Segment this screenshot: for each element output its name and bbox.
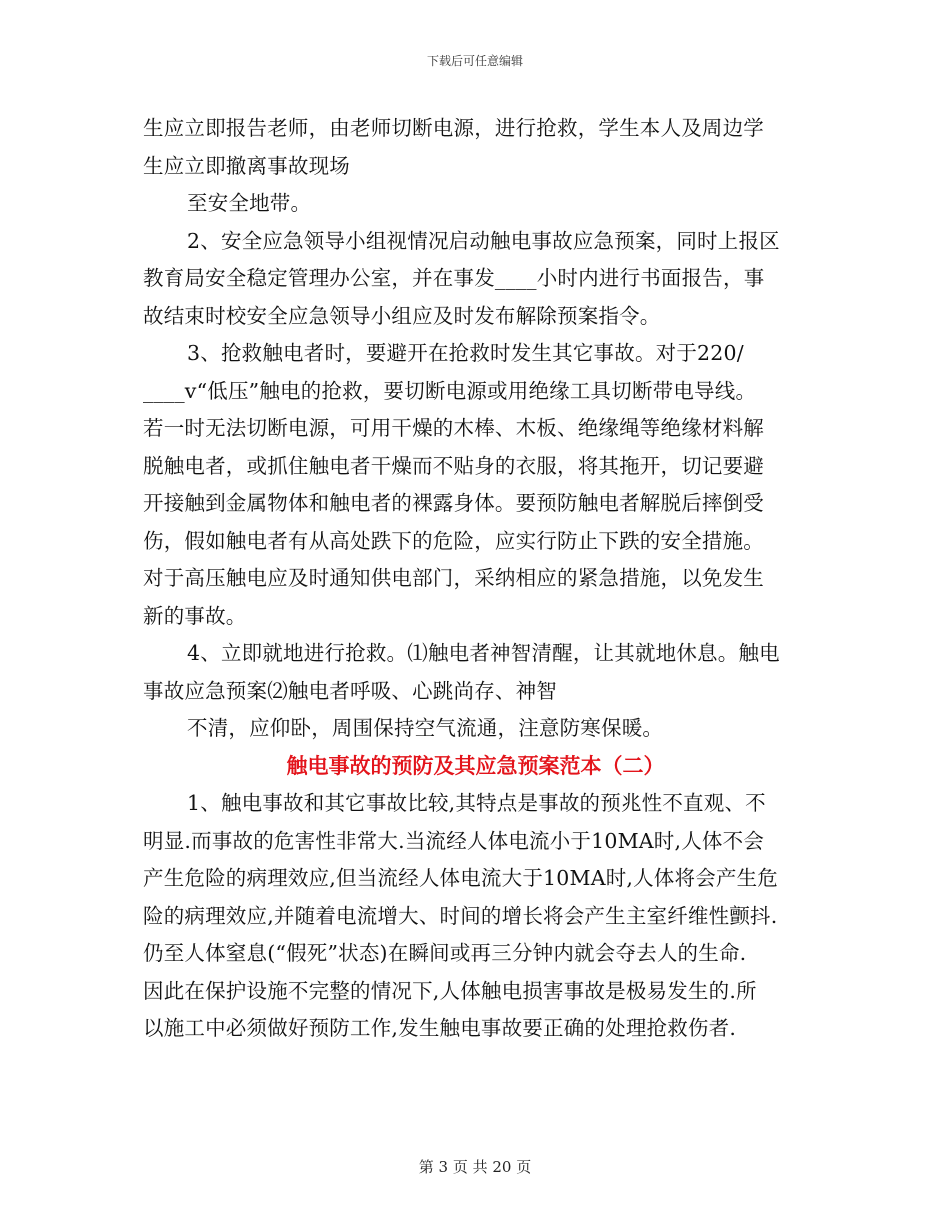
paragraph-line: 险的病理效应,并随着电流增大、时间的增长将会产生主室纤维性颤抖. (143, 903, 778, 928)
paragraph-line: 以施工中必须做好预防工作,发生触电事故要正确的处理抢救伤者. (143, 1016, 737, 1040)
paragraph-line: 新的事故。 (143, 603, 247, 628)
paragraph-line: 至安全地带。 (187, 191, 312, 215)
paragraph-line: 1、触电事故和其它事故比较,其特点是事故的预兆性不直观、不 (187, 791, 766, 815)
paragraph-line: 故结束时校安全应急领导小组应及时发布解除预案指令。 (143, 303, 661, 328)
page-number: 第 3 页 共 20 页 (418, 1158, 532, 1176)
page-header: 下载后可任意编辑 (426, 54, 523, 68)
paragraph-line: 产生危险的病理效应,但当流经人体电流大于10MA时,人体将会产生危 (143, 866, 779, 890)
paragraph-line: 伤，假如触电者有从高处跌下的危险，应实行防止下跌的安全措施。 (143, 528, 764, 553)
paragraph-line: 明显.而事故的危害性非常大.当流经人体电流小于10MA时,人体不会 (143, 828, 765, 853)
paragraph-line: 事故应急预案⑵触电者呼吸、心跳尚存、神智 (143, 678, 557, 703)
paragraph-line: 不清，应仰卧，周围保持空气流通，注意防寒保暖。 (187, 716, 664, 740)
paragraph-line: 3、抢救触电者时，要避开在抢救时发生其它事故。对于220/ (187, 341, 744, 365)
paragraph-line: 因此在保护设施不完整的情况下,人体触电损害事故是极易发生的.所 (143, 978, 757, 1003)
paragraph-line: ____v“低压”触电的抢救，要切断电源或用绝缘工具切断带电导线。 (143, 378, 757, 403)
paragraph-line: 脱触电者，或抓住触电者干燥而不贴身的衣服，将其拖开，切记要避 (143, 453, 764, 478)
paragraph-line: 2、安全应急领导小组视情况启动触电事故应急预案，同时上报区 (187, 228, 780, 253)
paragraph-line: 若一时无法切断电源，可用干燥的木棒、木板、绝缘绳等绝缘材料解 (143, 416, 764, 440)
document-body (143, 110, 808, 1048)
paragraph-line: 教育局安全稳定管理办公室，并在事发____小时内进行书面报告，事 (143, 266, 765, 290)
paragraph-line: 开接触到金属物体和触电者的裸露身体。要预防触电者解脱后摔倒受 (143, 491, 764, 515)
section-title: 触电事故的预防及其应急预案范本（二） (286, 753, 665, 778)
paragraph-line: 生应立即报告老师，由老师切断电源，进行抢救，学生本人及周边学 (143, 116, 764, 140)
paragraph-line: 生应立即撤离事故现场 (143, 153, 350, 178)
paragraph-line: 4、立即就地进行抢救。⑴触电者神智清醒，让其就地休息。触电 (187, 641, 780, 665)
paragraph-line: 仍至人体窒息(“假死”状态)在瞬间或再三分钟内就会夺去人的生命. (143, 941, 747, 965)
paragraph-line: 对于高压触电应及时通知供电部门，采纳相应的紧急措施，以免发生 (143, 566, 764, 590)
